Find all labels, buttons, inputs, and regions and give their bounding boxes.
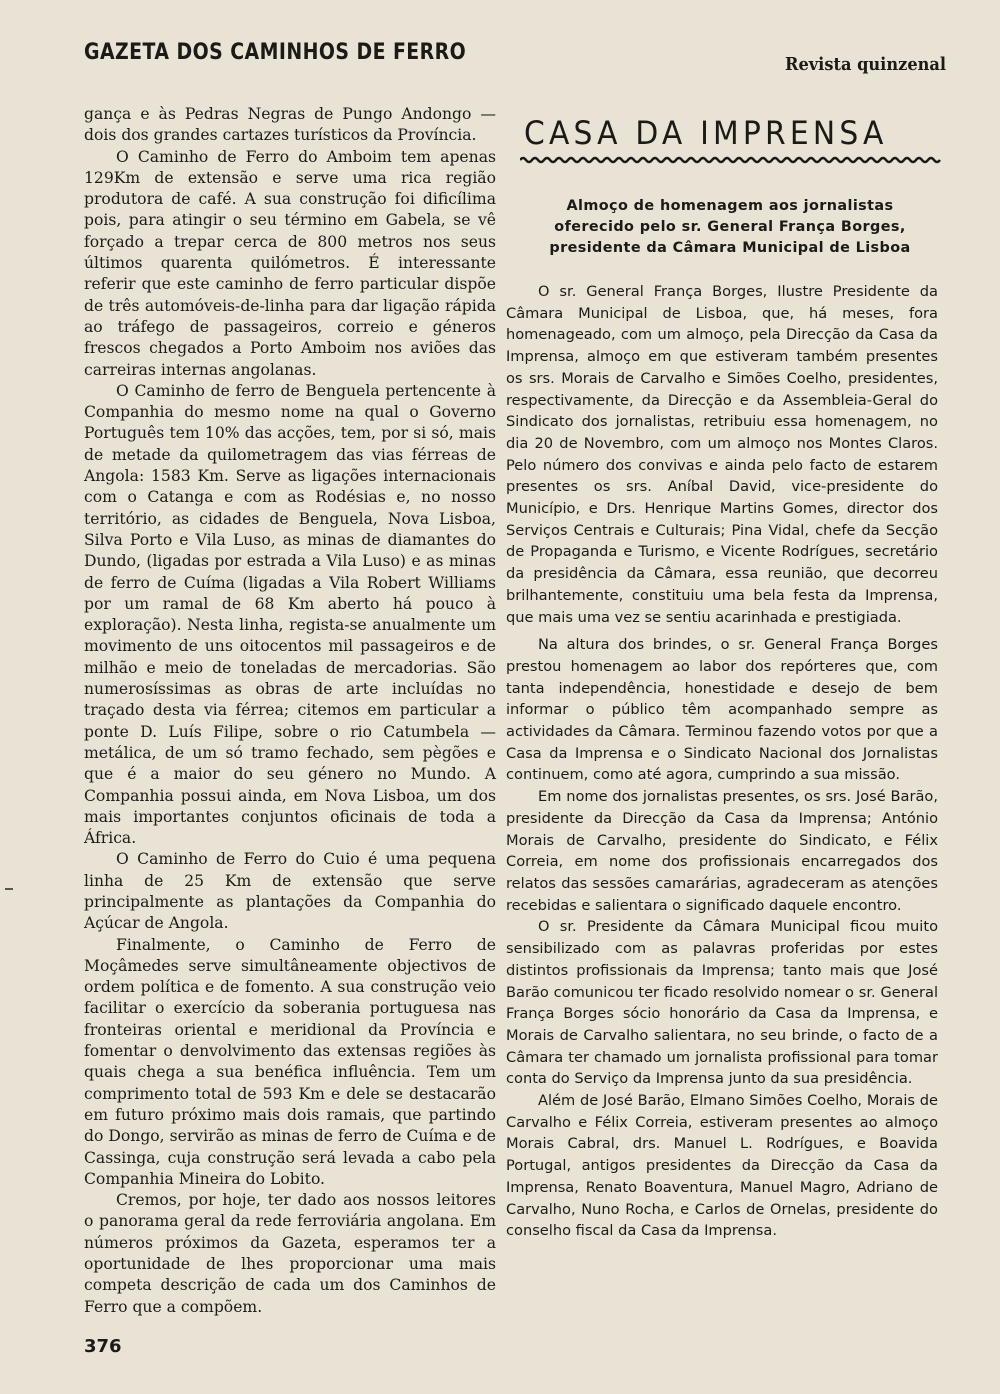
paragraph: O sr. General França Borges, Ilustre Presidente da Câmara Municipal de Lisboa, que, há meses, fora homenageado, com um almoço, pela Direcção da Casa da Imprensa, almoço em que estiveram também presentes os srs. Morais de Carvalho e Simões Coelho, presidentes, respectivamente, da Direcção e da Assembleia-Geral do Sindicato dos jornalistas, retribuiu essa homenagem, no dia 20 de Novembro, com um almoço nos Montes Claros. Pelo número dos convivas e ainda pelo facto de estarem presentes os srs. Aníbal David, vice-presidente do Município, e Drs. Henrique Martins Gomes, director dos Serviços Centrais e Culturais; Pina Vidal, chefe da Secção de Propaganda e Turismo, e Vicente Rodrígues, secretário da presidência da Câmara, essa reunião, que decorreu brilhantemente, constituiu uma bela festa da Imprensa, que mais uma vez se sentiu acarinhada e prestigiada. [506,283,938,626]
publication-frequency: Revista quinzenal [785,54,947,75]
publication-title: GAZETA DOS CAMINHOS DE FERRO [84,40,467,65]
right-article-column [506,281,938,1242]
article-subtitle [520,196,940,259]
paragraph: O Caminho de Ferro do Amboim tem apenas 129Km de extensão e serve uma rica região produtora de café. A sua construção foi dificílima pois, para atingir o seu término em Gabela, se vê forçado a trepar cerca de 800 metros nos seus últimos quarenta quilómetros. É interessante referir que este caminho de ferro particular dispõe de três automóveis-de-linha para dar ligação rápida ao tráfego de passageiros, correio e géneros frescos chegados a Porto Amboim nos aviões das carreiras internas angolanas. [84,147,496,379]
paragraph: Finalmente, o Caminho de Ferro de Moçâmedes serve simultâneamente objectivos de ordem política e de fomento. A sua construção veio facilitar o exercício da soberania portuguesa nas fronteiras oriental e meridional da Província e fomentar o denvolvimento das extensas regiões às quais chega a sua benéfica influência. Tem um comprimento total de 593 Km e dele se destacarão em futuro próximo mais dois ramais, que partindo do Dongo, servirão as minas de ferro de Cuíma e de Cassinga, cuja construção será levada a cabo pela Companhia Mineira do Lobito. [84,935,496,1188]
page-number: 376 [84,1336,122,1357]
paragraph: O Caminho de Ferro do Cuio é uma pequena linha de 25 Km de extensão que serve principalmente as plantações da Companhia do Açúcar de Angola. [84,850,496,933]
subtitle-line: presidente da Câmara Municipal de Lisboa [549,240,911,256]
left-article-column [84,104,496,1318]
paragraph: Além de José Barão, Elmano Simões Coelho, Morais de Carvalho e Félix Correia, estiveram presentes ao almoço Morais Cabral, drs. Manuel L. Rodrígues, e Boavida Portugal, antigos presidentes da Direcção da Casa da Imprensa, Renato Boaventura, Manuel Magro, Adriano de Carvalho, Nuno Rocha, e Carlos de Ornelas, presidente do conselho fiscal da Casa da Imprensa. [506,1092,938,1240]
subtitle-line: Almoço de homenagem aos jornalistas [566,198,894,214]
margin-mark [5,888,13,890]
paragraph: O Caminho de ferro de Benguela pertencente à Companhia do mesmo nome na qual o Governo Português tem 10% das acções, tem, por si só, mais de metade da quilometragem das vias férreas de Angola: 1583 Km. Serve as ligações internacionais com o Catanga e com as Rodésias e, no nosso território, as cidades de Benguela, Nova Lisboa, Silva Porto e Vila Luso, as minas de diamantes do Dundo, (ligadas por estrada a Vila Luso) e as minas de ferro de Cuíma (ligadas a Vila Robert Williams por um ramal de 68 Km aberto há pouco à exploração). Nesta linha, regista-se anualmente um movimento de uns oitocentos mil passageiros e de milhão e meio de toneladas de mercadorias. São numerosíssimas as obras de arte incluídas no traçado desta via férrea; citemos em particular a ponte D. Luís Filipe, sobre o rio Catumbela — metálica, de um só tramo fechado, sem pègões e que é a maior do seu género no Mundo. A Companhia possui ainda, em Nova Lisboa, um dos mais importantes conjuntos oficinais de toda a África. [84,381,496,848]
paragraph: Em nome dos jornalistas presentes, os srs. José Barão, presidente da Direcção da Casa da Imprensa; António Morais de Carvalho, presidente do Sindicato, e Félix Correia, em nome dos profissionais encarregados dos relatos das sessões camarárias, agradeceram as atenções recebidas e salientara o significado daquele encontro. [506,788,938,914]
paragraph: O sr. Presidente da Câmara Municipal ficou muito sensibilizado com as palavras proferidas por estes distintos profissionais da Imprensa; tanto mais que José Barão comunicou ter ficado resolvido nomear o sr. General França Borges sócio honorário da Casa da Imprensa, e Morais de Carvalho salientara, no seu brinde, o facto de a Câmara ter chamado um jornalista profissional para tomar conta do Serviço da Imprensa junto da sua presidência. [506,918,938,1088]
decorative-wavy-rule [520,155,942,165]
subtitle-line: oferecido pelo sr. General França Borges, [554,219,906,235]
paragraph: gança e às Pedras Negras de Pungo Andongo — dois dos grandes cartazes turísticos da Província. [84,105,496,145]
paragraph: Na altura dos brindes, o sr. General França Borges prestou homenagem ao labor dos repórteres que, com tanta independência, honestidade e desejo de bem informar o público têm acompanhado sempre as actividades da Câmara. Terminou fazendo votos por que a Casa da Imprensa e o Sindicato Nacional dos Jornalistas continuem, como até agora, cumprindo a sua missão. [506,636,938,784]
section-title: CASA DA IMPRENSA [524,114,888,152]
paragraph: Cremos, por hoje, ter dado aos nossos leitores o panorama geral da rede ferroviária angolana. Em números próximos da Gazeta, esperamos ter a oportunidade de lhes proporcionar uma mais competa descrição de cada um dos Caminhos de Ferro que a compõem. [84,1191,496,1316]
